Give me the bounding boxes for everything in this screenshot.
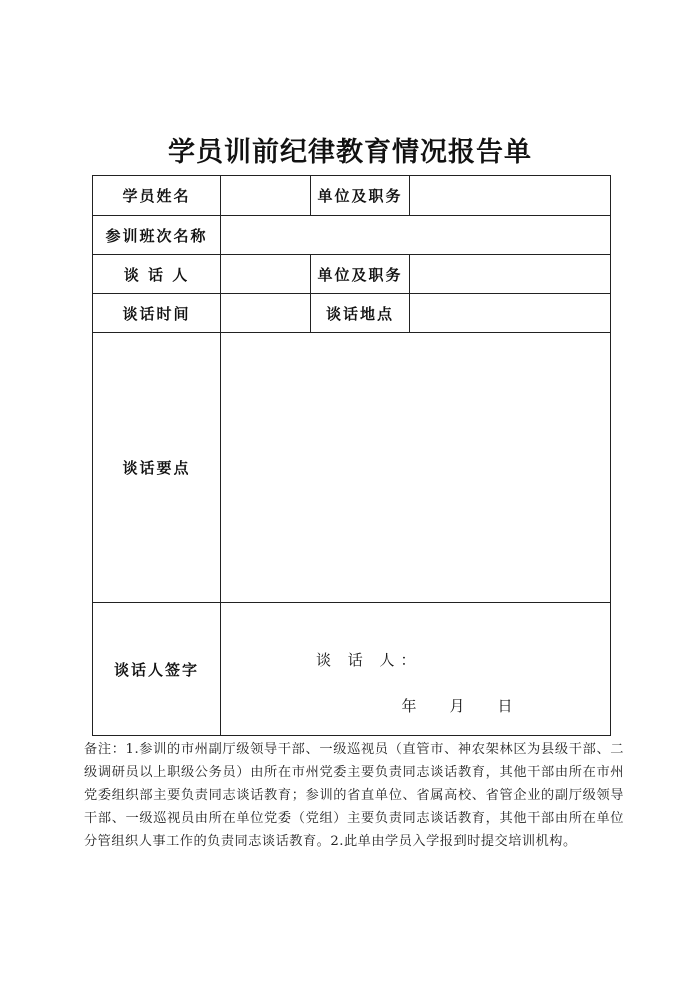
talk-place-field[interactable] (410, 294, 611, 333)
student-unit-position-field[interactable] (410, 176, 611, 216)
date-month-label: 月 (449, 697, 465, 715)
interviewer-unit-position-field[interactable] (410, 255, 611, 294)
page-title: 学员训前纪律教育情况报告单 (168, 137, 532, 168)
interviewer-unit-position-label: 单位及职务 (311, 255, 410, 294)
remarks-note: 备注：1.参训的市州副厅级领导干部、一级巡视员（直管市、神农架林区为县级干部、二级调研员以上职级公务员）由所在市州党委主要负责同志谈话教育，其他干部由所在市州党委组织部主要负责同志谈话教育；参训的省直单位、省属高校、省管企业的副厅级领导干部、一级巡视员由所在单位党委（党组）主要负责同志谈话教育，其他干部由所在单位分管组织人事工作的负责同志谈话教育。2.此单由学员入学报到时提交培训机构。 (84, 742, 624, 849)
student-unit-position-label: 单位及职务 (311, 176, 410, 216)
talk-points-field[interactable] (221, 333, 611, 603)
talk-place-label: 谈话地点 (311, 294, 410, 333)
class-name-field[interactable] (221, 216, 611, 255)
signature-date (385, 695, 529, 716)
table-row (93, 176, 611, 216)
date-day-label: 日 (497, 697, 513, 715)
signature-name-prompt: 谈 话 人： (316, 651, 422, 669)
talk-time-field[interactable] (221, 294, 311, 333)
table-row (93, 603, 611, 736)
interviewer-label: 谈 话 人 (93, 255, 221, 294)
student-name-field[interactable] (221, 176, 311, 216)
talk-time-label: 谈话时间 (93, 294, 221, 333)
student-name-label: 学员姓名 (93, 176, 221, 216)
table-row (93, 294, 611, 333)
date-year-label: 年 (401, 697, 417, 715)
table-row (93, 216, 611, 255)
signature-label: 谈话人签字 (93, 603, 221, 736)
interviewer-field[interactable] (221, 255, 311, 294)
report-form-table (92, 175, 611, 736)
class-name-label: 参训班次名称 (93, 216, 221, 255)
table-row (93, 255, 611, 294)
table-row (93, 333, 611, 603)
signature-field[interactable] (221, 603, 611, 736)
talk-points-label: 谈话要点 (93, 333, 221, 603)
